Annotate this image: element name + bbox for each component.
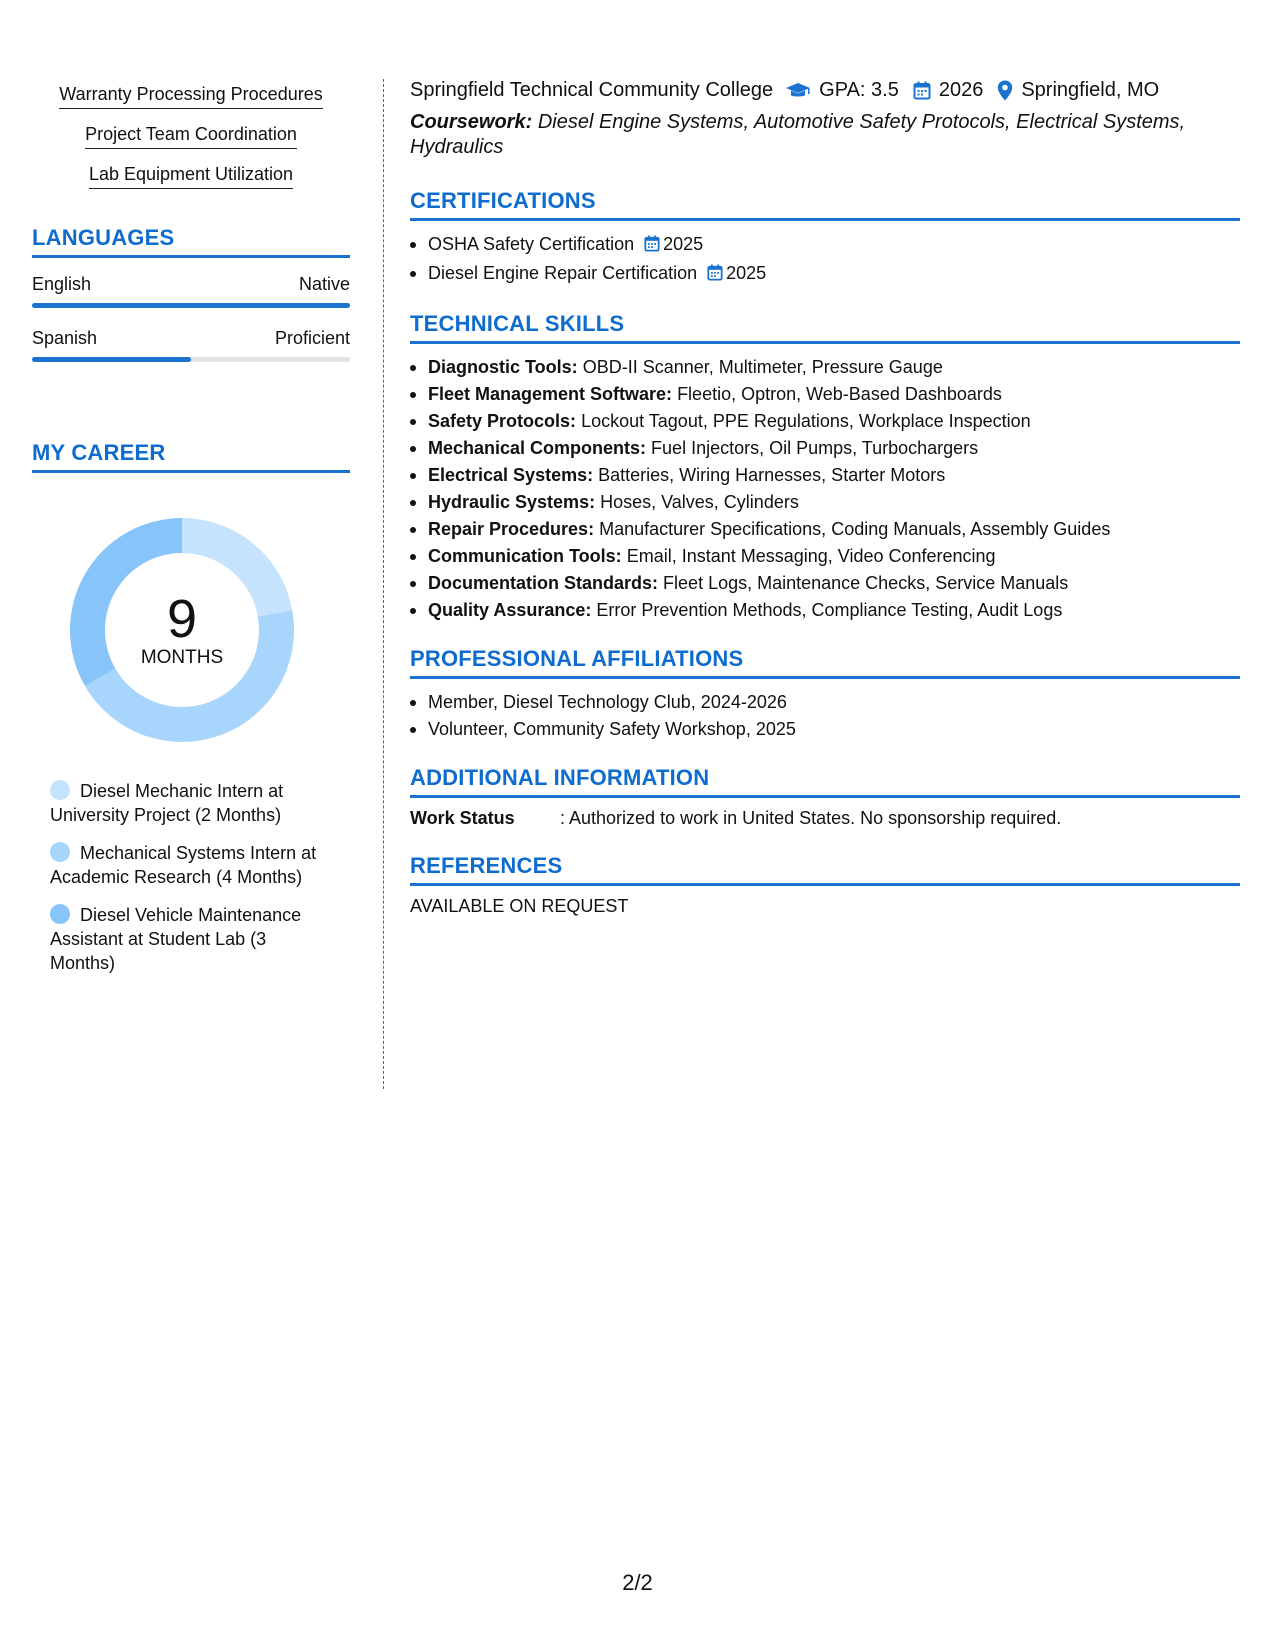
language-name: Spanish — [32, 328, 98, 348]
legend-dot — [50, 842, 70, 862]
list-item: Repair Procedures: Manufacturer Specifications, Coding Manuals, Assembly Guides — [410, 516, 1240, 543]
calendar-icon — [707, 262, 723, 289]
certifications-list — [410, 231, 1240, 289]
legend-dot — [50, 904, 70, 924]
column-divider — [383, 79, 384, 1089]
languages-heading: LANGUAGES — [32, 225, 350, 258]
coursework: Coursework: Diesel Engine Systems, Automotive Safety Protocols, Electrical Systems, Hydraulics — [410, 111, 1186, 158]
certifications-heading: CERTIFICATIONS — [410, 188, 1240, 221]
graduation-year: 2026 — [938, 79, 984, 101]
list-item: Member, Diesel Technology Club, 2024-2026 — [410, 689, 1240, 716]
list-item: Hydraulic Systems: Hoses, Valves, Cylinders — [410, 489, 1240, 516]
list-item: Electrical Systems: Batteries, Wiring Harnesses, Starter Motors — [410, 462, 1240, 489]
graduation-cap-icon — [785, 82, 811, 100]
calendar-icon — [644, 233, 660, 260]
list-item: Diesel Engine Repair Certification 2025 — [410, 260, 1240, 289]
language-bar — [32, 303, 350, 308]
language-english — [32, 274, 350, 308]
list-item: Documentation Standards: Fleet Logs, Maintenance Checks, Service Manuals — [410, 570, 1240, 597]
list-item: Mechanical Components: Fuel Injectors, Oil Pumps, Turbochargers — [410, 435, 1240, 462]
list-item: Communication Tools: Email, Instant Messaging, Video Conferencing — [410, 543, 1240, 570]
right-column — [410, 79, 1240, 917]
location-pin-icon — [997, 80, 1013, 101]
gpa: GPA: 3.5 — [819, 79, 899, 101]
legend-item: Diesel Vehicle Maintenance Assistant at Student Lab (3 Months) — [50, 905, 302, 973]
skill-tag: Project Team Coordination — [32, 124, 350, 149]
left-column — [32, 84, 350, 989]
list-item: Volunteer, Community Safety Workshop, 2025 — [410, 716, 1240, 743]
technical-skills-heading: TECHNICAL SKILLS — [410, 311, 1240, 344]
calendar-icon — [913, 81, 931, 100]
list-item: Quality Assurance: Error Prevention Methods, Compliance Testing, Audit Logs — [410, 597, 1240, 624]
language-bar — [32, 357, 350, 362]
work-status-value: : Authorized to work in United States. No sponsorship required. — [560, 808, 1062, 828]
career-heading: MY CAREER — [32, 440, 350, 473]
skill-tag: Warranty Processing Procedures — [32, 84, 350, 109]
career-unit: MONTHS — [140, 647, 224, 668]
list-item: OSHA Safety Certification 2025 — [410, 231, 1240, 260]
legend-item: Diesel Mechanic Intern at University Project (2 Months) — [50, 781, 284, 825]
affiliations-list — [410, 689, 1240, 743]
language-spanish — [32, 328, 350, 362]
language-level: Proficient — [274, 328, 350, 348]
legend-item: Mechanical Systems Intern at Academic Research (4 Months) — [50, 843, 317, 887]
legend-dot — [50, 780, 70, 800]
language-level: Native — [298, 274, 350, 294]
technical-skills-list — [410, 354, 1240, 624]
work-status-label: Work Status — [410, 808, 515, 828]
language-fill — [32, 357, 191, 362]
career-legend — [50, 779, 330, 975]
additional-info-heading: ADDITIONAL INFORMATION — [410, 765, 1240, 798]
career-donut-chart — [67, 515, 297, 745]
list-item: Diagnostic Tools: OBD-II Scanner, Multimeter, Pressure Gauge — [410, 354, 1240, 381]
school-location: Springfield, MO — [1021, 79, 1160, 101]
career-total: 9 — [166, 589, 198, 649]
school-name: Springfield Technical Community College — [410, 79, 774, 101]
list-item: Safety Protocols: Lockout Tagout, PPE Regulations, Workplace Inspection — [410, 408, 1240, 435]
language-name: English — [32, 274, 92, 294]
list-item: Fleet Management Software: Fleetio, Optron, Web-Based Dashboards — [410, 381, 1240, 408]
references-text: AVAILABLE ON REQUEST — [410, 896, 629, 916]
affiliations-heading: PROFESSIONAL AFFILIATIONS — [410, 646, 1240, 679]
education-line — [410, 79, 1240, 102]
work-status-row — [410, 808, 1240, 829]
language-fill — [32, 303, 350, 308]
skill-tag: Lab Equipment Utilization — [32, 164, 350, 189]
page-number: 2/2 — [622, 1570, 653, 1595]
references-heading: REFERENCES — [410, 853, 1240, 886]
